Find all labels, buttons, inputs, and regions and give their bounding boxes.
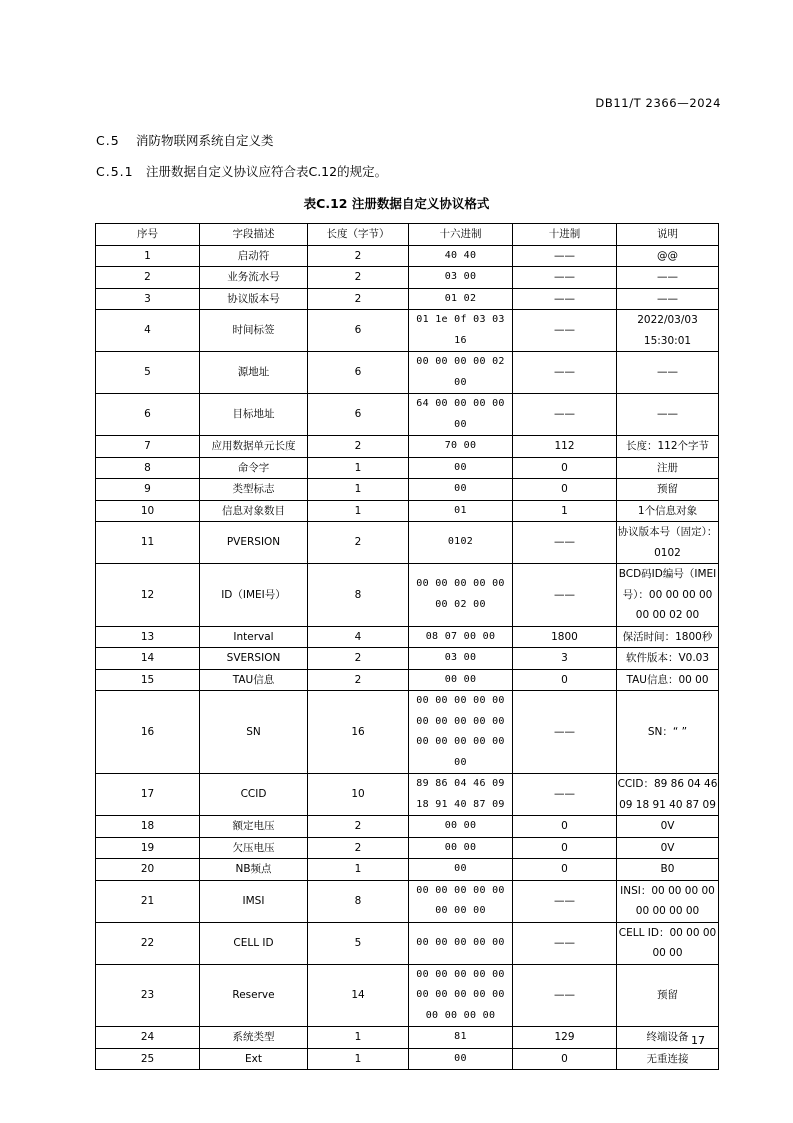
- cell-dec: 0: [513, 479, 617, 501]
- cell-no: 17: [96, 774, 200, 816]
- cell-field: IMSI: [200, 880, 308, 922]
- table-row: [96, 880, 719, 922]
- cell-length: 2: [308, 837, 409, 859]
- document-code: DB11/T 2366—2024: [595, 96, 721, 110]
- table-row: [96, 288, 719, 310]
- cell-dec: 1800: [513, 626, 617, 648]
- table-title: 表C.12 注册数据自定义协议格式: [303, 196, 490, 211]
- cell-hex: 64 00 00 00 00 00: [409, 394, 513, 436]
- cell-no: 24: [96, 1027, 200, 1049]
- cell-note: 软件版本：V0.03: [617, 648, 719, 670]
- cell-dec: 1: [513, 500, 617, 522]
- cell-dec: ——: [513, 522, 617, 564]
- table-row: [96, 267, 719, 289]
- cell-no: 16: [96, 691, 200, 774]
- cell-length: 2: [308, 522, 409, 564]
- cell-length: 14: [308, 964, 409, 1027]
- cell-length: 8: [308, 564, 409, 627]
- cell-field: 启动符: [200, 245, 308, 267]
- cell-field: 额定电压: [200, 816, 308, 838]
- cell-hex: 01: [409, 500, 513, 522]
- cell-field: TAU信息: [200, 669, 308, 691]
- column-header: 长度（字节）: [308, 224, 409, 246]
- cell-length: 1: [308, 1048, 409, 1070]
- cell-hex: 00 00: [409, 669, 513, 691]
- cell-dec: ——: [513, 880, 617, 922]
- cell-length: 2: [308, 436, 409, 458]
- cell-hex: 00 00: [409, 837, 513, 859]
- cell-dec: ——: [513, 691, 617, 774]
- cell-hex: 08 07 00 00: [409, 626, 513, 648]
- cell-length: 1: [308, 479, 409, 501]
- cell-length: 5: [308, 922, 409, 964]
- table-row: [96, 859, 719, 881]
- cell-dec: 0: [513, 837, 617, 859]
- cell-length: 6: [308, 310, 409, 352]
- cell-length: 2: [308, 669, 409, 691]
- cell-hex: 00 00: [409, 816, 513, 838]
- cell-no: 7: [96, 436, 200, 458]
- cell-hex: 00 00 00 00 02 00: [409, 352, 513, 394]
- cell-hex: 70 00: [409, 436, 513, 458]
- table-row: [96, 564, 719, 627]
- table-row: [96, 310, 719, 352]
- table-row: [96, 774, 719, 816]
- table-row: [96, 394, 719, 436]
- cell-length: 8: [308, 880, 409, 922]
- cell-field: 时间标签: [200, 310, 308, 352]
- section-number: C.5: [96, 133, 120, 148]
- table-row: [96, 691, 719, 774]
- cell-hex: 03 00: [409, 267, 513, 289]
- cell-no: 20: [96, 859, 200, 881]
- cell-no: 25: [96, 1048, 200, 1070]
- cell-field: CCID: [200, 774, 308, 816]
- table-row: [96, 922, 719, 964]
- cell-hex: 00: [409, 1048, 513, 1070]
- cell-hex: 81: [409, 1027, 513, 1049]
- cell-field: 欠压电压: [200, 837, 308, 859]
- table-row: [96, 457, 719, 479]
- cell-note: 预留: [617, 964, 719, 1027]
- cell-hex: 0102: [409, 522, 513, 564]
- cell-no: 12: [96, 564, 200, 627]
- cell-field: 信息对象数目: [200, 500, 308, 522]
- cell-dec: 0: [513, 859, 617, 881]
- protocol-format-table: [95, 223, 719, 1070]
- cell-length: 2: [308, 816, 409, 838]
- cell-field: Interval: [200, 626, 308, 648]
- cell-field: CELL ID: [200, 922, 308, 964]
- cell-field: 类型标志: [200, 479, 308, 501]
- cell-note: 0V: [617, 816, 719, 838]
- column-header: 十六进制: [409, 224, 513, 246]
- cell-note: 协议版本号（固定）：0102: [617, 522, 719, 564]
- cell-dec: 129: [513, 1027, 617, 1049]
- table-row: [96, 626, 719, 648]
- cell-hex: 00 00 00 00 00 00 02 00: [409, 564, 513, 627]
- cell-hex: 00 00 00 00 00 00 00 00 00 00 00 00 00 00: [409, 964, 513, 1027]
- cell-dec: ——: [513, 564, 617, 627]
- cell-length: 16: [308, 691, 409, 774]
- table-row: [96, 669, 719, 691]
- cell-length: 2: [308, 245, 409, 267]
- cell-note: 预留: [617, 479, 719, 501]
- cell-dec: ——: [513, 352, 617, 394]
- cell-dec: 0: [513, 457, 617, 479]
- cell-hex: 00 00 00 00 00 00 00 00 00 00 00 00 00 00 00 00: [409, 691, 513, 774]
- cell-length: 1: [308, 859, 409, 881]
- cell-dec: 0: [513, 669, 617, 691]
- cell-no: 8: [96, 457, 200, 479]
- cell-no: 13: [96, 626, 200, 648]
- table-row: [96, 1027, 719, 1049]
- cell-hex: 00: [409, 479, 513, 501]
- cell-note: CELL ID：00 00 00 00 00: [617, 922, 719, 964]
- cell-note: ——: [617, 288, 719, 310]
- cell-no: 18: [96, 816, 200, 838]
- section-heading: [96, 131, 274, 149]
- cell-dec: ——: [513, 964, 617, 1027]
- table-row: [96, 500, 719, 522]
- cell-field: 业务流水号: [200, 267, 308, 289]
- clause-paragraph: [96, 162, 387, 180]
- cell-note: 0V: [617, 837, 719, 859]
- cell-dec: ——: [513, 922, 617, 964]
- cell-hex: 01 02: [409, 288, 513, 310]
- cell-note: 终端设备: [617, 1027, 719, 1049]
- cell-no: 10: [96, 500, 200, 522]
- cell-dec: ——: [513, 310, 617, 352]
- cell-field: SN: [200, 691, 308, 774]
- cell-hex: 40 40: [409, 245, 513, 267]
- clause-text: 注册数据自定义协议应符合表C.12的规定。: [145, 164, 388, 179]
- cell-field: 协议版本号: [200, 288, 308, 310]
- cell-length: 2: [308, 288, 409, 310]
- cell-dec: ——: [513, 774, 617, 816]
- cell-no: 19: [96, 837, 200, 859]
- table-row: [96, 245, 719, 267]
- cell-field: Ext: [200, 1048, 308, 1070]
- cell-field: NB频点: [200, 859, 308, 881]
- clause-number: C.5.1: [96, 164, 134, 179]
- cell-length: 1: [308, 500, 409, 522]
- table-row: [96, 436, 719, 458]
- table-row: [96, 816, 719, 838]
- cell-note: 注册: [617, 457, 719, 479]
- table-row: [96, 522, 719, 564]
- cell-note: ——: [617, 267, 719, 289]
- cell-note: @@: [617, 245, 719, 267]
- cell-note: 长度：112个字节: [617, 436, 719, 458]
- cell-note: ——: [617, 352, 719, 394]
- cell-dec: ——: [513, 267, 617, 289]
- table-header-row: [96, 224, 719, 246]
- cell-note: SN：“ ”: [617, 691, 719, 774]
- cell-hex: 00 00 00 00 00 00 00 00: [409, 880, 513, 922]
- cell-note: 无重连接: [617, 1048, 719, 1070]
- cell-field: ID（IMEI号）: [200, 564, 308, 627]
- column-header: 十进制: [513, 224, 617, 246]
- cell-note: 2022/03/03 15:30:01: [617, 310, 719, 352]
- table-row: [96, 964, 719, 1027]
- cell-note: INSI：00 00 00 00 00 00 00 00: [617, 880, 719, 922]
- column-header: 序号: [96, 224, 200, 246]
- cell-length: 2: [308, 648, 409, 670]
- cell-hex: 01 1e 0f 03 03 16: [409, 310, 513, 352]
- column-header: 说明: [617, 224, 719, 246]
- table-row: [96, 837, 719, 859]
- cell-field: PVERSION: [200, 522, 308, 564]
- cell-hex: 00: [409, 859, 513, 881]
- cell-length: 10: [308, 774, 409, 816]
- cell-field: 源地址: [200, 352, 308, 394]
- table-row: [96, 479, 719, 501]
- cell-note: BCD码ID编号（IMEI号）：00 00 00 00 00 00 02 00: [617, 564, 719, 627]
- cell-note: B0: [617, 859, 719, 881]
- cell-dec: 0: [513, 1048, 617, 1070]
- cell-no: 5: [96, 352, 200, 394]
- cell-length: 4: [308, 626, 409, 648]
- cell-no: 4: [96, 310, 200, 352]
- cell-dec: ——: [513, 288, 617, 310]
- cell-hex: 00 00 00 00 00: [409, 922, 513, 964]
- table-row: [96, 648, 719, 670]
- table-row: [96, 1048, 719, 1070]
- cell-field: 目标地址: [200, 394, 308, 436]
- cell-no: 15: [96, 669, 200, 691]
- cell-no: 1: [96, 245, 200, 267]
- cell-length: 6: [308, 352, 409, 394]
- cell-length: 6: [308, 394, 409, 436]
- cell-note: TAU信息：00 00: [617, 669, 719, 691]
- cell-dec: 3: [513, 648, 617, 670]
- section-title: 消防物联网系统自定义类: [135, 133, 274, 148]
- cell-dec: ——: [513, 394, 617, 436]
- cell-dec: 0: [513, 816, 617, 838]
- cell-length: 1: [308, 1027, 409, 1049]
- cell-note: 保活时间：1800秒: [617, 626, 719, 648]
- cell-note: ——: [617, 394, 719, 436]
- cell-hex: 03 00: [409, 648, 513, 670]
- cell-no: 3: [96, 288, 200, 310]
- cell-field: 命令字: [200, 457, 308, 479]
- cell-no: 6: [96, 394, 200, 436]
- cell-no: 9: [96, 479, 200, 501]
- column-header: 字段描述: [200, 224, 308, 246]
- cell-dec: 112: [513, 436, 617, 458]
- cell-dec: ——: [513, 245, 617, 267]
- page-number: 17: [691, 1034, 705, 1047]
- cell-no: 2: [96, 267, 200, 289]
- cell-hex: 00: [409, 457, 513, 479]
- cell-no: 14: [96, 648, 200, 670]
- cell-length: 1: [308, 457, 409, 479]
- cell-note: CCID：89 86 04 46 09 18 91 40 87 09: [617, 774, 719, 816]
- cell-no: 23: [96, 964, 200, 1027]
- cell-note: 1个信息对象: [617, 500, 719, 522]
- cell-field: 应用数据单元长度: [200, 436, 308, 458]
- cell-no: 21: [96, 880, 200, 922]
- cell-field: SVERSION: [200, 648, 308, 670]
- cell-no: 11: [96, 522, 200, 564]
- table-row: [96, 352, 719, 394]
- cell-field: Reserve: [200, 964, 308, 1027]
- cell-no: 22: [96, 922, 200, 964]
- cell-length: 2: [308, 267, 409, 289]
- cell-hex: 89 86 04 46 09 18 91 40 87 09: [409, 774, 513, 816]
- cell-field: 系统类型: [200, 1027, 308, 1049]
